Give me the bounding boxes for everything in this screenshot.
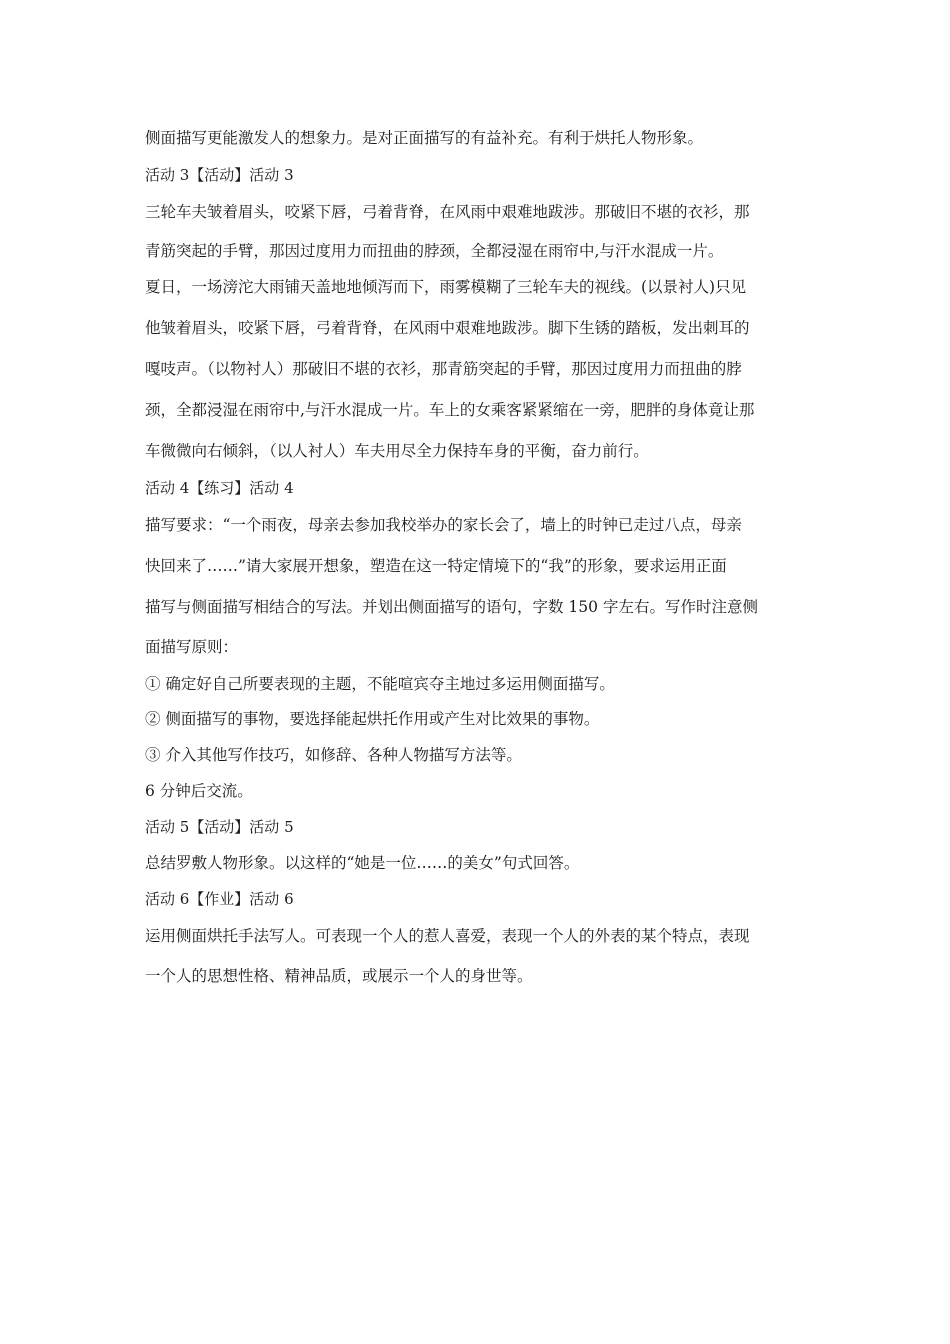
text-line: 三轮车夫皱着眉头，咬紧下唇，弓着背脊，在风雨中艰难地跋涉。那破旧不堪的衣衫，那 bbox=[145, 203, 750, 221]
text-line: 面描写原则： bbox=[145, 638, 239, 656]
text-line: 快回来了……”请大家展开想象，塑造在这一特定情境下的“我”的形象，要求运用正面 bbox=[145, 557, 727, 575]
text-line: 6 分钟后交流。 bbox=[145, 782, 253, 800]
text-line: 颈，全都浸湿在雨帘中,与汗水混成一片。车上的女乘客紧紧缩在一旁，肥胖的身体竟让那 bbox=[145, 401, 755, 419]
text-line: 描写要求：“一个雨夜，母亲去参加我校举办的家长会了，墙上的时钟已走过八点，母亲 bbox=[145, 516, 742, 534]
text-line: 青筋突起的手臂，那因过度用力而扭曲的脖颈，全都浸湿在雨帘中,与汗水混成一片。 bbox=[145, 242, 724, 260]
text-line: 侧面描写更能激发人的想象力。是对正面描写的有益补充。有利于烘托人物形象。 bbox=[145, 129, 704, 147]
text-line: 总结罗敷人物形象。以这样的“她是一位……的美女”句式回答。 bbox=[145, 854, 580, 872]
text-line: 运用侧面烘托手法写人。可表现一个人的惹人喜爱，表现一个人的外表的某个特点，表现 bbox=[145, 927, 750, 945]
list-item: ③ 介入其他写作技巧，如修辞、各种人物描写方法等。 bbox=[145, 746, 522, 764]
list-item: ① 确定好自己所要表现的主题，不能喧宾夺主地过多运用侧面描写。 bbox=[145, 675, 615, 693]
text-line: 描写与侧面描写相结合的写法。并划出侧面描写的语句，字数 150 字左右。写作时注意侧 bbox=[145, 598, 758, 616]
section-heading-activity-3: 活动 3【活动】活动 3 bbox=[145, 166, 294, 184]
text-line: 夏日，一场滂沱大雨铺天盖地地倾泻而下，雨雾模糊了三轮车夫的视线。(以景衬人)只见 bbox=[145, 278, 747, 296]
text-line: 车微微向右倾斜，（以人衬人）车夫用尽全力保持车身的平衡，奋力前行。 bbox=[145, 442, 649, 460]
text-line: 一个人的思想性格、精神品质，或展示一个人的身世等。 bbox=[145, 967, 533, 985]
text-line: 他皱着眉头，咬紧下唇，弓着背脊，在风雨中艰难地跋涉。脚下生锈的踏板，发出刺耳的 bbox=[145, 319, 750, 337]
section-heading-activity-6: 活动 6【作业】活动 6 bbox=[145, 890, 294, 908]
section-heading-activity-4: 活动 4【练习】活动 4 bbox=[145, 479, 294, 497]
section-heading-activity-5: 活动 5【活动】活动 5 bbox=[145, 818, 294, 836]
text-line: 嘎吱声。（以物衬人）那破旧不堪的衣衫，那青筋突起的手臂，那因过度用力而扭曲的脖 bbox=[145, 360, 742, 378]
list-item: ② 侧面描写的事物，要选择能起烘托作用或产生对比效果的事物。 bbox=[145, 710, 600, 728]
